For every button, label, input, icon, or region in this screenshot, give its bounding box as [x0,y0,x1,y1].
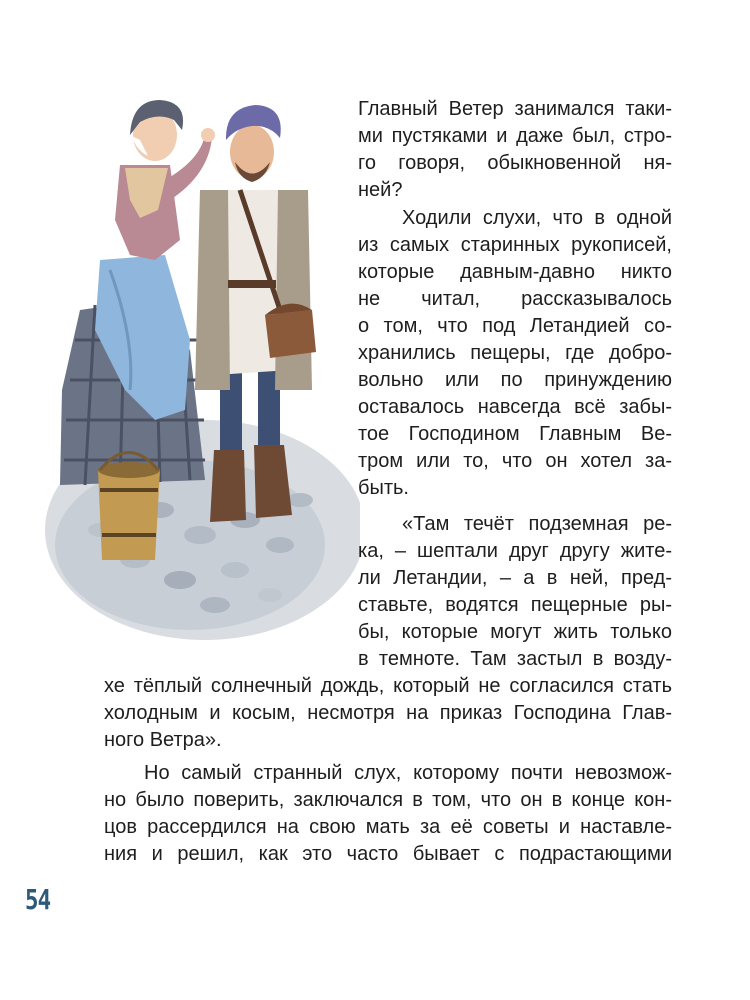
text-line: тое Господином Главным Ве- [358,423,672,445]
text-line: вольно или по принуждению [358,369,672,391]
text-line: тром или то, что он хотел за- [358,450,672,472]
text-line: бы, которые могут жить только [358,621,672,643]
text-line: Главный Ветер занимался таки- [358,98,672,120]
text-line: которые давным-давно никто [358,261,672,283]
text-line: ней? [358,179,403,201]
text-line: Но самый странный слух, которому почти невозмож- [144,762,672,784]
two-villagers-illustration [40,90,360,650]
text-line: ставьте, водятся пещерные ры- [358,594,672,616]
text-line: цов рассердился на свою мать за её советы и наставле- [104,816,672,838]
text-line: ния и решил, как это часто бывает с подрастающими [104,843,672,865]
text-line: хе тёплый солнечный дождь, который не согласился стать [104,675,672,697]
text-line: о том, что под Летандией со- [358,315,672,337]
text-line: го говоря, обыкновенной ня- [358,152,672,174]
text-line: из самых старинных рукописей, [358,234,672,256]
text-line: не читал, рассказывалось [358,288,672,310]
text-line: быть. [358,477,409,499]
text-line: Ходили слухи, что в одной [402,207,672,229]
text-line: в темноте. Там застыл в возду- [358,648,672,670]
text-line: холодным и косым, несмотря на приказ Господина Глав- [104,702,672,724]
text-line: ми пустяками и даже был, стро- [358,125,672,147]
text-line: хранились пещеры, где добро- [358,342,672,364]
text-line: но было поверить, заключался в том, что он в конце кон- [104,789,672,811]
page-number: 54 [25,883,51,916]
text-line: ка, – шептали друг другу жите- [358,540,672,562]
text-line: ли Летандии, – а в ней, пред- [358,567,672,589]
text-line: ного Ветра». [104,729,222,751]
woman-figure [60,100,215,485]
text-line: «Там течёт подземная ре- [402,513,672,535]
text-line: оставалось навсегда всё забы- [358,396,672,418]
wooden-bucket [98,453,160,561]
